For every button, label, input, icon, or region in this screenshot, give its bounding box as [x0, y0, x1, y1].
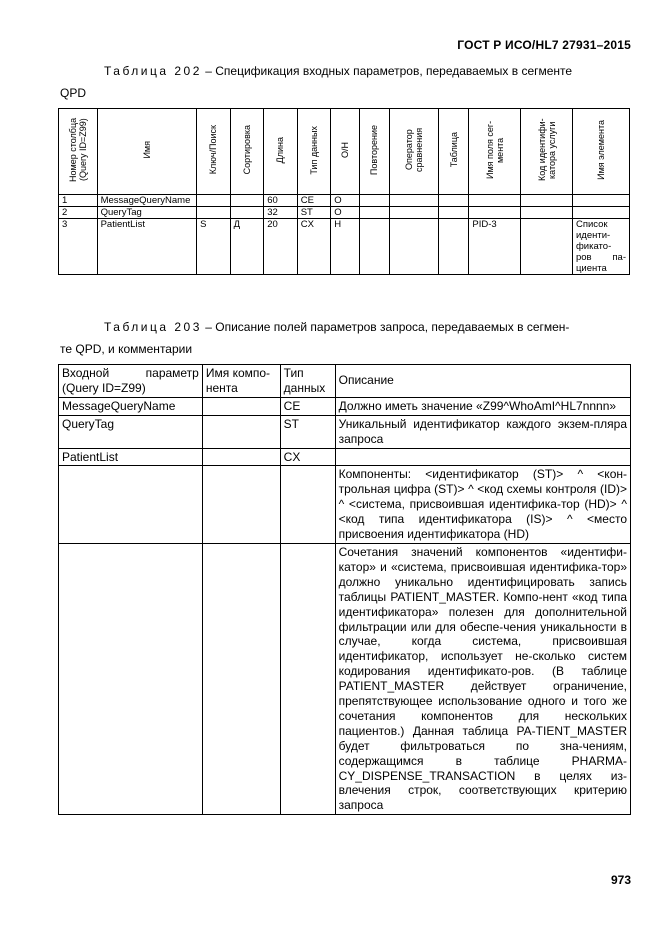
cell: Компоненты: <идентификатор (ST)> ^ <кон-трольная цифра (ST)> ^ <код схемы контроля (ID)> ^ <система, присвоившая идентифика-тор (HD)> ^ <код типа идентификатора (IS)> ^ <место присвоения идентификатора (HD)	[335, 466, 630, 544]
cell	[390, 195, 439, 207]
table-row	[59, 195, 630, 207]
cell: 60	[264, 195, 298, 207]
table-row	[59, 219, 630, 275]
column-header: Имя элемента	[572, 109, 629, 195]
cell: MessageQueryName	[97, 195, 197, 207]
cell: Сочетания значений компонентов «идентифи-катор» и «система, присвоившая идентифика-тор» должно уникально идентифицировать запись таблицы PATIENT_MASTER. Компо-нент «код типа идентификатора» полезен для дополнительной фильтрации или для обеспе-чения уникальности в случае, когда система, присвоившая идентификатор, использует не-сколько систем кодирования идентификато-ров. (В таблице PATIENT_MASTER действует ограничение, препятствующее использование одного и того же сочетания компонентов для нескольких пациентов.) Данная таблица PA-TIENT_MASTER будет фильтроваться по зна-чениям, содержащимся в таблице PHARMA-CY_DISPENSE_TRANSACTION в целях из-влечения строк, соответствующих критерию запроса	[335, 543, 630, 814]
column-header: Повторение	[359, 109, 389, 195]
table-row	[59, 543, 631, 814]
column-header: Тип данных	[297, 109, 331, 195]
cell	[359, 219, 389, 275]
caption-label: Таблица 202	[104, 64, 202, 78]
column-header: Оператор сравнения	[390, 109, 439, 195]
cell: QueryTag	[97, 207, 197, 219]
table-202-caption-continuation: QPD	[60, 86, 87, 100]
cell	[59, 543, 203, 814]
caption-label: Таблица 203	[104, 320, 202, 334]
cell	[59, 466, 203, 544]
cell: S	[197, 219, 231, 275]
cell	[202, 415, 280, 448]
caption-text: – Описание полей параметров запроса, передаваемых в сегмен-	[201, 320, 570, 334]
table-203-header-row	[59, 365, 631, 398]
document-header: ГОСТ Р ИСО/HL7 27931–2015	[457, 38, 631, 52]
column-header: Входной параметр (Query ID=Z99)	[59, 365, 203, 398]
table-row	[59, 448, 631, 466]
cell	[469, 195, 521, 207]
cell: PatientList	[97, 219, 197, 275]
cell	[280, 466, 335, 544]
table-202	[58, 108, 630, 275]
table-row	[59, 397, 631, 415]
cell	[197, 195, 231, 207]
cell: 2	[59, 207, 98, 219]
cell	[359, 207, 389, 219]
cell: CE	[297, 195, 331, 207]
cell: 32	[264, 207, 298, 219]
cell: Уникальный идентификатор каждого экзем-пляра запроса	[335, 415, 630, 448]
table-row	[59, 207, 630, 219]
cell: Н	[331, 219, 359, 275]
caption-text: – Спецификация входных параметров, передаваемых в сегменте	[201, 64, 573, 78]
table-202-caption	[104, 64, 572, 78]
cell	[230, 207, 264, 219]
table-row	[59, 415, 631, 448]
column-header: Имя поля сег-мента	[469, 109, 521, 195]
cell: ST	[297, 207, 331, 219]
cell	[197, 207, 231, 219]
cell	[521, 207, 573, 219]
table-202-header-row	[59, 109, 630, 195]
table-203-caption	[104, 320, 569, 334]
cell	[202, 448, 280, 466]
cell: Д	[230, 219, 264, 275]
cell	[335, 448, 630, 466]
cell: CX	[280, 448, 335, 466]
column-header: Код идентифи-катора услуги	[521, 109, 573, 195]
cell: QueryTag	[59, 415, 203, 448]
column-header: Сортировка	[230, 109, 264, 195]
cell: ST	[280, 415, 335, 448]
cell	[390, 219, 439, 275]
column-header: Описание	[335, 365, 630, 398]
cell	[438, 195, 468, 207]
table-row	[59, 466, 631, 544]
cell	[521, 219, 573, 275]
cell: MessageQueryName	[59, 397, 203, 415]
cell	[202, 466, 280, 544]
cell: O	[331, 195, 359, 207]
cell	[390, 207, 439, 219]
column-header: Тип данных	[280, 365, 335, 398]
cell: 1	[59, 195, 98, 207]
cell: CE	[280, 397, 335, 415]
column-header: О/Н	[331, 109, 359, 195]
cell	[521, 195, 573, 207]
cell: 20	[264, 219, 298, 275]
cell: Должно иметь значение «Z99^WhoAmI^HL7nnnn»	[335, 397, 630, 415]
column-header: Номер столбца (Query ID=Z99)	[59, 109, 98, 195]
cell: Список иденти-фикато-ров па-циента	[572, 219, 629, 275]
cell	[359, 195, 389, 207]
column-header: Длина	[264, 109, 298, 195]
cell: CX	[297, 219, 331, 275]
column-header: Таблица	[438, 109, 468, 195]
cell: PatientList	[59, 448, 203, 466]
cell	[280, 543, 335, 814]
cell: PID-3	[469, 219, 521, 275]
cell	[230, 195, 264, 207]
table-203	[58, 364, 631, 815]
page-number: 973	[610, 873, 631, 887]
cell: O	[331, 207, 359, 219]
column-header: Имя	[97, 109, 197, 195]
cell: 3	[59, 219, 98, 275]
cell	[202, 543, 280, 814]
cell	[438, 207, 468, 219]
cell	[469, 207, 521, 219]
cell	[572, 207, 629, 219]
cell	[202, 397, 280, 415]
cell	[572, 195, 629, 207]
cell	[438, 219, 468, 275]
column-header: Ключ/Поиск	[197, 109, 231, 195]
table-203-caption-continuation: те QPD, и комментарии	[60, 342, 193, 356]
column-header: Имя компо-нента	[202, 365, 280, 398]
